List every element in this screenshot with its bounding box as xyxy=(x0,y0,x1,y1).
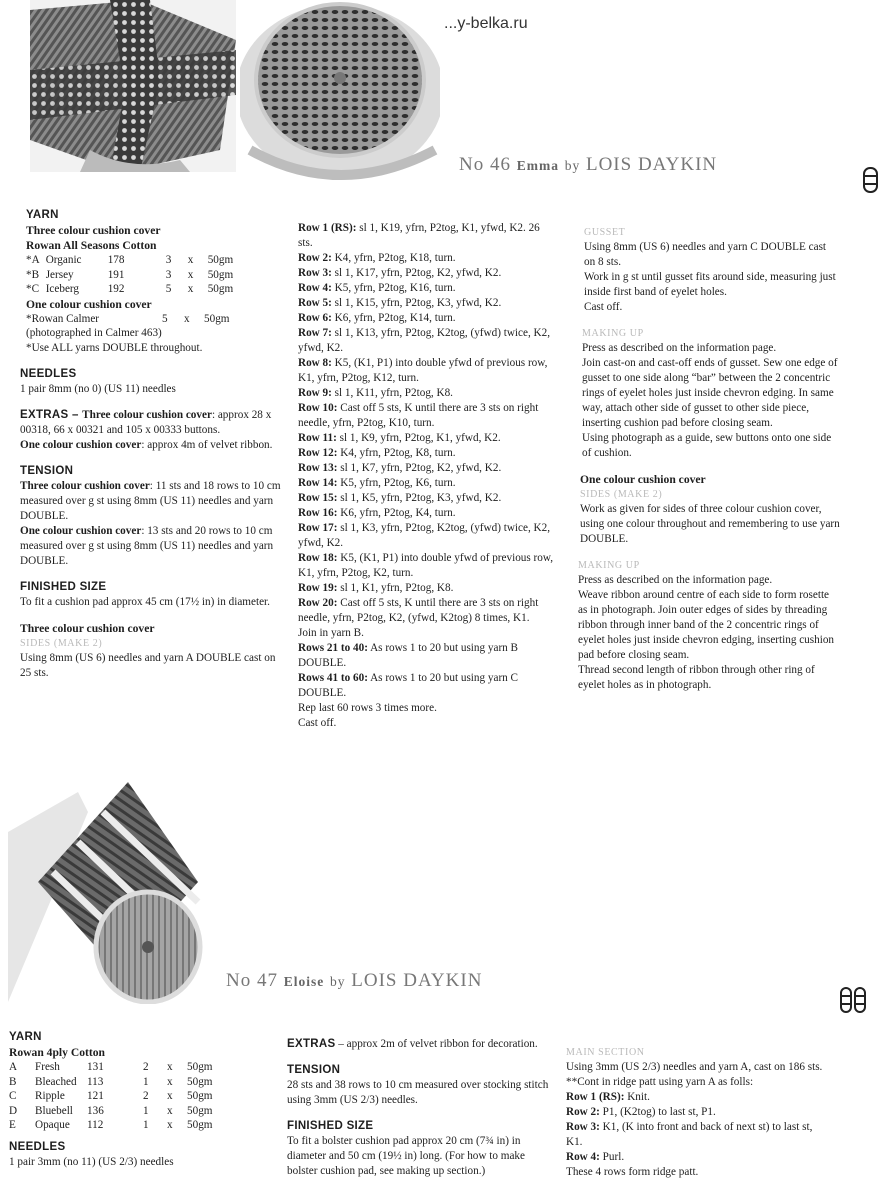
making-up-1: Press as described on the information page. xyxy=(582,342,777,354)
row-instruction xyxy=(298,551,556,581)
row-label: Rows 21 to 40: xyxy=(298,642,368,654)
yarn-key: E xyxy=(9,1119,16,1131)
row-text: K5, (K1, P1) into double yfwd of previous row, K1, yfrn, P2tog, K12, turn. xyxy=(298,357,548,384)
main-text-1: Using 3mm (US 2/3) needles and yarn A, cast on 186 sts. xyxy=(566,1061,823,1073)
row-text: K6, yfrn, P2tog, K4, turn. xyxy=(337,507,456,519)
sides-text-2: Work as given for sides of three colour cushion cover, using one colour throughout and remembering to use yarn DOUBLE. xyxy=(580,503,840,545)
extras-heading: EXTRAS xyxy=(287,1038,336,1050)
yarn-x: x xyxy=(187,268,194,281)
yarn-code: 113 xyxy=(87,1075,104,1088)
row-instruction xyxy=(298,401,556,431)
pattern-number: No 46 xyxy=(459,154,511,175)
yarn-name: *Rowan Calmer xyxy=(26,312,100,325)
bolster-photo-svg xyxy=(8,772,204,1004)
row-instruction xyxy=(566,1120,828,1150)
yarn-weight: 50gm xyxy=(207,268,234,281)
extras-one-label: One colour cushion cover xyxy=(20,439,142,451)
yarn-x: x xyxy=(187,283,194,295)
yarn-code: 131 xyxy=(87,1061,104,1073)
row-label: Row 15: xyxy=(298,492,338,504)
tension-three-text: : 11 sts and 18 rows to 10 cm measured over g st using 8mm (US 11) needles and yarn DOUBLE. xyxy=(20,480,281,522)
row-instruction xyxy=(566,1090,828,1105)
p46-col2 xyxy=(298,221,556,731)
row-text: P1, (K2tog) to last st, P1. xyxy=(599,1106,716,1118)
yarn-qty: 2 xyxy=(143,1090,149,1102)
one-colour-heading: One colour cushion cover xyxy=(26,297,152,311)
row-label: Row 17: xyxy=(298,522,338,534)
row-label: Row 19: xyxy=(298,582,338,594)
pattern-title-47 xyxy=(226,970,482,992)
yarn-name: Jersey xyxy=(45,268,74,281)
main-section-subheading: MAIN SECTION xyxy=(566,1047,645,1058)
rowan-4ply-heading: Rowan 4ply Cotton xyxy=(9,1046,105,1059)
row-instruction xyxy=(298,596,556,626)
tension-one-para xyxy=(20,524,282,569)
p47-col3 xyxy=(566,1045,828,1180)
yarn-name: Opaque xyxy=(35,1119,70,1131)
needles-heading: NEEDLES xyxy=(9,1140,66,1153)
row-text: sl 1, K3, yfrn, P2tog, K2tog, (yfwd) twice, K2, yfwd, K2. xyxy=(298,522,551,549)
row-label: Row 16: xyxy=(298,507,338,519)
yarn-table-47 xyxy=(9,1060,218,1133)
yarn-qty: 5 xyxy=(165,283,172,295)
yarn-qty: 5 xyxy=(162,312,168,325)
yarn-qty: 2 xyxy=(143,1061,149,1073)
row-label: Row 20: xyxy=(298,597,338,609)
extras-para xyxy=(20,408,282,438)
row-text: sl 1, K13, yfrn, P2tog, K2tog, (yfwd) twice, K2, yfwd, K2. xyxy=(298,327,551,354)
yarn-weight: 50gm xyxy=(187,1090,213,1102)
row-instruction xyxy=(298,521,556,551)
rowan-all-seasons: Rowan All Seasons Cotton xyxy=(26,239,157,252)
yarn-row xyxy=(26,253,239,268)
yarn-code: 112 xyxy=(87,1119,104,1131)
three-colour-heading-2: Three colour cushion cover xyxy=(20,622,155,635)
yarn-qty: 1 xyxy=(143,1119,149,1131)
yarn-row xyxy=(9,1104,218,1119)
row-text: Cast off 5 sts, K until there are 3 sts on right needle, yfrn, P2tog, K10, turn. xyxy=(298,402,539,429)
photo-three-colour-cushion xyxy=(30,0,236,172)
making-up-2: Join cast-on and cast-off ends of gusset. Sew one edge of gusset to one side along “bar” between the 2 concentric rings of eyelet holes just inside chevron edging. In same way, attach other side of gusset to other side piece, inserting cushion pad before closing seam. xyxy=(582,357,838,429)
yarn-weight: 50gm xyxy=(187,1075,213,1088)
pattern-by: by xyxy=(330,974,346,989)
finished-size-heading: FINISHED SIZE xyxy=(287,1120,374,1132)
p46-col3 xyxy=(578,225,840,693)
row-instruction xyxy=(298,266,556,281)
yarn-x: x xyxy=(167,1104,173,1117)
making-up-5: Weave ribbon around centre of each side to form rosette as in photograph. Join outer edges of sides by threading ribbon through inner band of the 2 concentric rings of eyelet holes just inside chevron edging, inserting cushion pad before closing seam. xyxy=(578,589,835,661)
tension-heading: TENSION xyxy=(287,1064,341,1076)
row-instruction xyxy=(298,386,556,401)
pattern-number: No 47 xyxy=(226,970,278,991)
pattern-name: Emma xyxy=(516,158,559,173)
row-text: sl 1, K5, yfrn, P2tog, K3, yfwd, K2. xyxy=(337,492,502,504)
join-yarn-b: Join in yarn B. xyxy=(298,627,364,639)
making-up-6: Thread second length of ribbon through other ring of eyelet holes as in photograph. xyxy=(578,664,815,691)
making-up-subheading: MAKING UP xyxy=(582,328,644,339)
yarn-row xyxy=(9,1075,218,1090)
photo-one-colour-cushion xyxy=(240,0,440,188)
yarn-skein-icon xyxy=(862,166,879,194)
yarn-skein-icon xyxy=(840,986,866,1014)
row-label: Rows 41 to 60: xyxy=(298,672,368,684)
finished-size-text: To fit a bolster cushion pad approx 20 cm (7¾ in) in diameter and 50 cm (19½ in) long. (For how to make bolster cushion pad, see making up section.) xyxy=(287,1135,525,1177)
row-text: K5, yfrn, P2tog, K6, turn. xyxy=(337,477,456,489)
needles-text: 1 pair 8mm (no 0) (US 11) needles xyxy=(20,383,176,395)
row-instruction xyxy=(298,491,556,506)
row-label: Row 1 (RS): xyxy=(566,1091,625,1103)
yarn-key: *A xyxy=(26,254,40,266)
tension-three-label: Three colour cushion cover xyxy=(20,480,150,492)
row-text: As rows 1 to 20 but using yarn C DOUBLE. xyxy=(298,672,519,699)
row-label: Row 5: xyxy=(298,297,332,309)
pattern-author: LOIS DAYKIN xyxy=(351,970,483,991)
yarn-code: 191 xyxy=(107,268,125,281)
yarn-row xyxy=(26,268,239,283)
lace-cushion-photo-svg xyxy=(240,0,440,188)
row-label: Row 2: xyxy=(298,252,332,264)
extras-three-text: : approx 28 x 00318, 66 x 00321 and 105 x 00333 buttons. xyxy=(20,409,272,436)
needles-heading: NEEDLES xyxy=(20,368,77,380)
yarn-x: x xyxy=(187,254,194,266)
row-text: Cast off 5 sts, K until there are 3 sts on right needle, yfrn, P2tog, K2, (yfwd, K2tog) 8 times, K1. xyxy=(298,597,539,624)
use-all-note: *Use ALL yarns DOUBLE throughout. xyxy=(26,342,203,354)
p47-col1 xyxy=(9,1030,271,1170)
cushion-photo-svg xyxy=(30,0,236,172)
row-instruction xyxy=(298,431,556,446)
yarn-key: B xyxy=(9,1075,17,1088)
making-up-3: Using photograph as a guide, sew buttons onto one side of cushion. xyxy=(582,432,832,459)
yarn-key: *B xyxy=(26,268,40,281)
row-label: Row 9: xyxy=(298,387,332,399)
row-text: As rows 1 to 20 but using yarn B DOUBLE. xyxy=(298,642,519,669)
one-colour-heading-2: One colour cushion cover xyxy=(580,473,706,486)
yarn-weight: 50gm xyxy=(187,1104,213,1117)
row-text: sl 1, K7, yfrn, P2tog, K2, yfwd, K2. xyxy=(337,462,502,474)
row-label: Row 6: xyxy=(298,312,332,324)
row-label: Row 3: xyxy=(566,1121,600,1133)
yarn-key: A xyxy=(9,1061,18,1073)
row-text: K6, yfrn, P2tog, K14, turn. xyxy=(331,312,456,324)
yarn-code: 192 xyxy=(107,283,125,295)
row-text: sl 1, K15, yfrn, P2tog, K3, yfwd, K2. xyxy=(331,297,502,309)
row-instruction xyxy=(298,251,556,266)
rows-21-40 xyxy=(298,641,556,671)
ridge-note: These 4 rows form ridge patt. xyxy=(566,1166,699,1178)
yarn-name: Ripple xyxy=(35,1090,65,1102)
tension-one-label: One colour cushion cover xyxy=(20,525,142,537)
finished-size-heading: FINISHED SIZE xyxy=(20,581,107,593)
tension-text: 28 sts and 38 rows to 10 cm measured over stocking stitch using 3mm (US 2/3) needles. xyxy=(287,1079,549,1106)
extras-heading: EXTRAS xyxy=(20,409,69,421)
yarn-name: Iceberg xyxy=(45,283,80,295)
row-instruction xyxy=(298,506,556,521)
yarn-x: x xyxy=(167,1119,173,1131)
sides-subheading: SIDES (MAKE 2) xyxy=(20,638,103,649)
row-label: Row 18: xyxy=(298,552,338,564)
yarn-weight: 50gm xyxy=(187,1119,213,1131)
watermark: ...y-belka.ru xyxy=(444,15,528,32)
yarn-table-46 xyxy=(26,253,239,297)
row-instruction xyxy=(298,296,556,311)
yarn-code: 136 xyxy=(87,1104,104,1117)
gusset-text-3: Cast off. xyxy=(584,301,623,313)
yarn-code: 178 xyxy=(107,254,125,266)
row-text: sl 1, K1, yfrn, P2tog, K8. xyxy=(337,582,454,594)
pattern-title-46 xyxy=(459,154,717,176)
row-label: Row 1 (RS): xyxy=(298,222,357,234)
row-text: sl 1, K19, yfrn, P2tog, K1, yfwd, K2. 26 sts. xyxy=(298,222,540,249)
yarn-name: Bleached xyxy=(35,1075,77,1088)
yarn-code: 121 xyxy=(87,1090,104,1102)
photo-bolster-cushion xyxy=(8,772,204,1004)
row-label: Row 2: xyxy=(566,1106,600,1118)
three-colour-heading: Three colour cushion cover xyxy=(26,224,161,237)
row-label: Row 10: xyxy=(298,402,338,414)
main-text-2: **Cont in ridge patt using yarn A as folls: xyxy=(566,1076,754,1088)
row-label: Row 13: xyxy=(298,462,338,474)
row-instruction xyxy=(298,461,556,476)
making-up-4: Press as described on the information page. xyxy=(578,574,773,586)
yarn-weight: 50gm xyxy=(187,1061,213,1073)
gusset-text-1: Using 8mm (US 6) needles and yarn C DOUBLE cast on 8 sts. xyxy=(584,241,827,268)
row-instruction xyxy=(298,476,556,491)
extras-text: – approx 2m of velvet ribbon for decoration. xyxy=(335,1038,538,1050)
row-label: Row 7: xyxy=(298,327,332,339)
yarn-row xyxy=(26,282,239,297)
row-label: Row 4: xyxy=(566,1151,600,1163)
yarn-x: x xyxy=(167,1061,173,1073)
extras-three-label: Three colour cushion cover xyxy=(82,409,212,421)
extras-para xyxy=(287,1037,549,1052)
yarn-weight: 50gm xyxy=(207,254,234,266)
pattern-by: by xyxy=(564,158,581,173)
yarn-x: x xyxy=(167,1075,173,1088)
yarn-qty: 1 xyxy=(143,1104,149,1117)
row-instruction xyxy=(298,356,556,386)
needles-text: 1 pair 3mm (no 11) (US 2/3) needles xyxy=(9,1155,174,1168)
extras-one-para xyxy=(20,438,282,453)
row-instruction xyxy=(298,326,556,356)
row-text: Knit. xyxy=(624,1091,650,1103)
yarn-qty: 3 xyxy=(165,268,172,281)
yarn-row xyxy=(9,1060,218,1075)
extras-one-text: : approx 4m of velvet ribbon. xyxy=(141,439,273,451)
row-instruction xyxy=(298,446,556,461)
p46-col1 xyxy=(20,208,282,681)
repeat-text: Rep last 60 rows 3 times more. xyxy=(298,702,437,714)
photographed-note: (photographed in Calmer 463) xyxy=(26,327,162,339)
yarn-weight: 50gm xyxy=(207,283,234,295)
row-instruction xyxy=(298,221,556,251)
cast-off-text: Cast off. xyxy=(298,717,337,729)
row-text: K4, yfrn, P2tog, K8, turn. xyxy=(337,447,456,459)
yarn-name: Bluebell xyxy=(35,1104,73,1117)
yarn-name: Organic xyxy=(45,254,82,266)
sides-subheading-2: SIDES (MAKE 2) xyxy=(580,489,663,500)
sides-text: Using 8mm (US 6) needles and yarn A DOUBLE cast on 25 sts. xyxy=(20,652,276,679)
row-text: Purl. xyxy=(599,1151,625,1163)
row-label: Row 4: xyxy=(298,282,332,294)
tension-three-para xyxy=(20,479,282,524)
row-instruction xyxy=(566,1150,828,1165)
yarn-row xyxy=(9,1118,218,1133)
row-text: K5, (K1, P1) into double yfwd of previous row, K1, yfrn, P2tog, K2, turn. xyxy=(298,552,554,579)
row-instruction xyxy=(298,581,556,596)
row-label: Row 11: xyxy=(298,432,337,444)
pattern-name: Eloise xyxy=(283,974,325,989)
rows-41-60 xyxy=(298,671,556,701)
row-instruction xyxy=(298,311,556,326)
row-instruction xyxy=(566,1105,828,1120)
yarn-key: C xyxy=(9,1090,17,1102)
tension-heading: TENSION xyxy=(20,465,74,477)
row-text: K5, yfrn, P2tog, K16, turn. xyxy=(331,282,456,294)
p47-col2 xyxy=(287,1037,549,1179)
row-instruction xyxy=(298,281,556,296)
yarn-heading: YARN xyxy=(26,209,59,221)
gusset-subheading: GUSSET xyxy=(584,227,626,238)
row-label: Row 8: xyxy=(298,357,332,369)
yarn-row xyxy=(9,1089,218,1104)
yarn-key: *C xyxy=(26,283,40,295)
yarn-heading: YARN xyxy=(9,1031,42,1043)
yarn-name: Fresh xyxy=(35,1061,60,1073)
making-up-subheading-2: MAKING UP xyxy=(578,560,640,571)
yarn-qty: 3 xyxy=(165,254,172,266)
row-label: Row 3: xyxy=(298,267,332,279)
row-text: sl 1, K9, yfrn, P2tog, K1, yfwd, K2. xyxy=(336,432,501,444)
finished-size-text: To fit a cushion pad approx 45 cm (17½ in) in diameter. xyxy=(20,596,270,608)
row-label: Row 14: xyxy=(298,477,338,489)
extras-dash: – xyxy=(68,409,83,421)
row-text: K1, (K into front and back of next st) to last st, K1. xyxy=(566,1121,813,1148)
tension-one-text: : 13 sts and 20 rows to 10 cm measured over g st using 8mm (US 11) needles and yarn DOUBLE. xyxy=(20,525,274,567)
gusset-text-2: Work in g st until gusset fits around side, measuring just inside first band of eyelet holes. xyxy=(584,271,836,298)
row-text: sl 1, K17, yfrn, P2tog, K2, yfwd, K2. xyxy=(331,267,502,279)
row-text: sl 1, K11, yfrn, P2tog, K8. xyxy=(331,387,453,399)
yarn-weight: 50gm xyxy=(204,312,230,325)
pattern-author: LOIS DAYKIN xyxy=(585,154,718,175)
yarn-x: x xyxy=(184,312,190,325)
yarn-qty: 1 xyxy=(143,1075,149,1088)
calmer-row xyxy=(26,312,235,327)
row-text: K4, yfrn, P2tog, K18, turn. xyxy=(331,252,456,264)
yarn-key: D xyxy=(9,1104,18,1117)
yarn-x: x xyxy=(167,1090,173,1102)
row-label: Row 12: xyxy=(298,447,338,459)
